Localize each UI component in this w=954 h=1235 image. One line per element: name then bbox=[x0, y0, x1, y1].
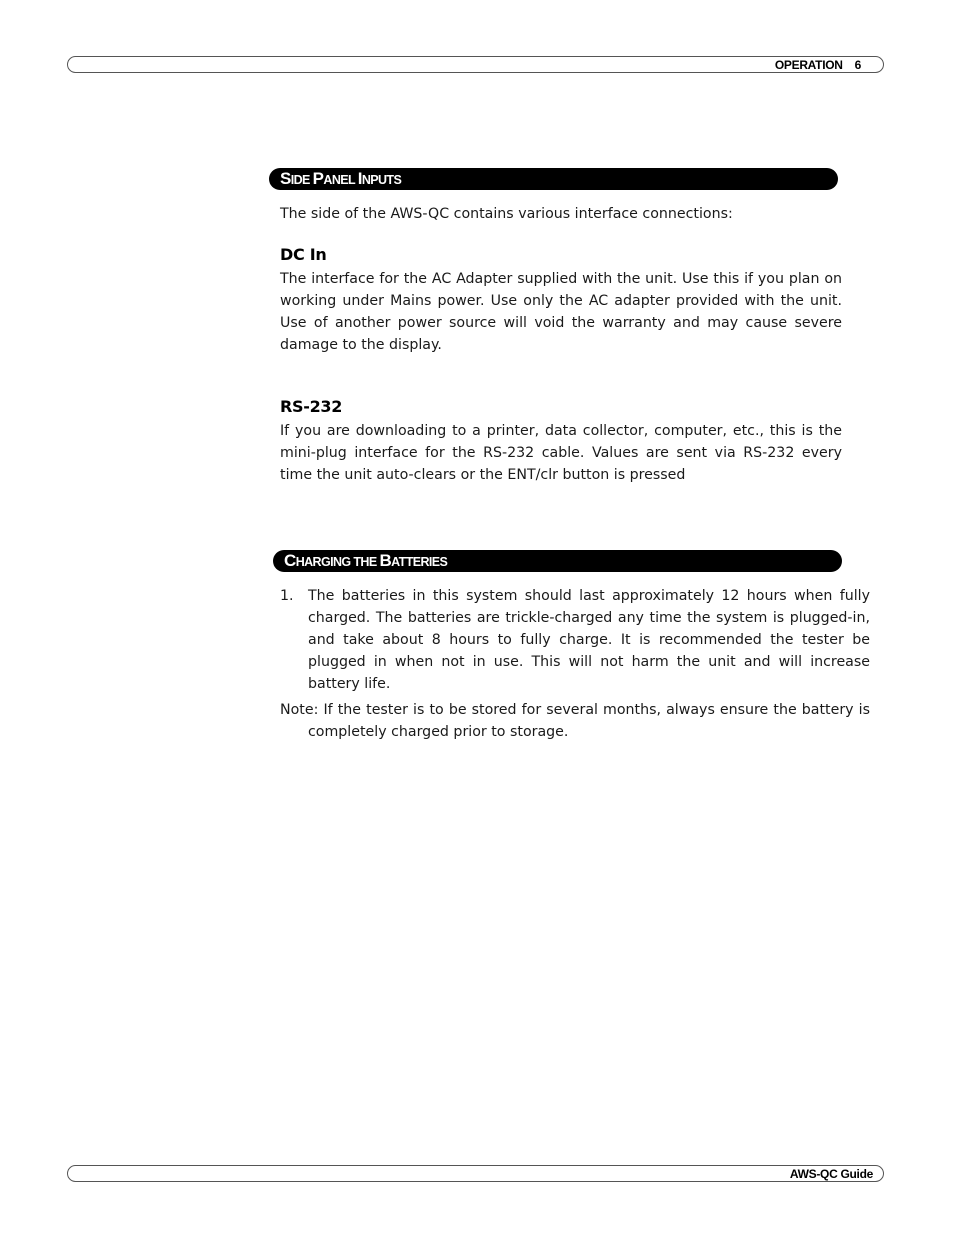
running-footer: AWS-QC Guide bbox=[789, 1167, 873, 1181]
section-title-charging-the-batteries bbox=[273, 550, 842, 572]
dc-in-body: The interface for the AC Adapter supplied with the unit. Use this if you plan on working under Mains power. Use only the AC adapter provided with the unit. Use of another power source will void the warranty and may cause severe damage to the display. bbox=[280, 271, 842, 353]
title-cap: I bbox=[357, 169, 362, 188]
rs232-heading: RS-232 bbox=[280, 397, 343, 416]
running-header bbox=[775, 58, 861, 72]
title-smallcaps: NPUTS bbox=[361, 173, 402, 187]
footer-rule bbox=[67, 1165, 884, 1182]
title-smallcaps: HARGING THE bbox=[295, 555, 380, 569]
title-cap: B bbox=[379, 551, 392, 570]
header-section: OPERATION bbox=[774, 58, 843, 72]
title-cap: P bbox=[312, 169, 324, 188]
storage-note: Note: If the tester is to be stored for several months, always ensure the battery is completely charged prior to storage. bbox=[280, 702, 870, 740]
title-smallcaps: ATTERIES bbox=[391, 555, 448, 569]
title-cap: C bbox=[284, 551, 296, 570]
dc-in-heading: DC In bbox=[280, 245, 327, 264]
list-item bbox=[280, 585, 870, 695]
title-cap: S bbox=[280, 169, 291, 188]
list-item-number: 1. bbox=[280, 588, 294, 604]
side-panel-intro: The side of the AWS-QC contains various interface connections: bbox=[280, 206, 733, 222]
section-title-side-panel-inputs bbox=[269, 168, 838, 190]
title-smallcaps: ANEL bbox=[323, 173, 358, 187]
rs232-body: If you are downloading to a printer, data collector, computer, etc., this is the mini-plug interface for the RS-232 cable. Values are sent via RS-232 every time the unit auto-clears or the ENT/clr button is pressed bbox=[280, 423, 842, 483]
list-item-text: The batteries in this system should last approximately 12 hours when fully charged. The batteries are trickle-charged any time the system is plugged-in, and take about 8 hours to fully charge. It is recommended the tester be plugged in when not in use. This will not harm the unit and will increase battery life. bbox=[308, 588, 870, 692]
page-number: 6 bbox=[854, 58, 861, 72]
title-smallcaps: IDE bbox=[290, 173, 313, 187]
header-rule bbox=[67, 56, 884, 73]
